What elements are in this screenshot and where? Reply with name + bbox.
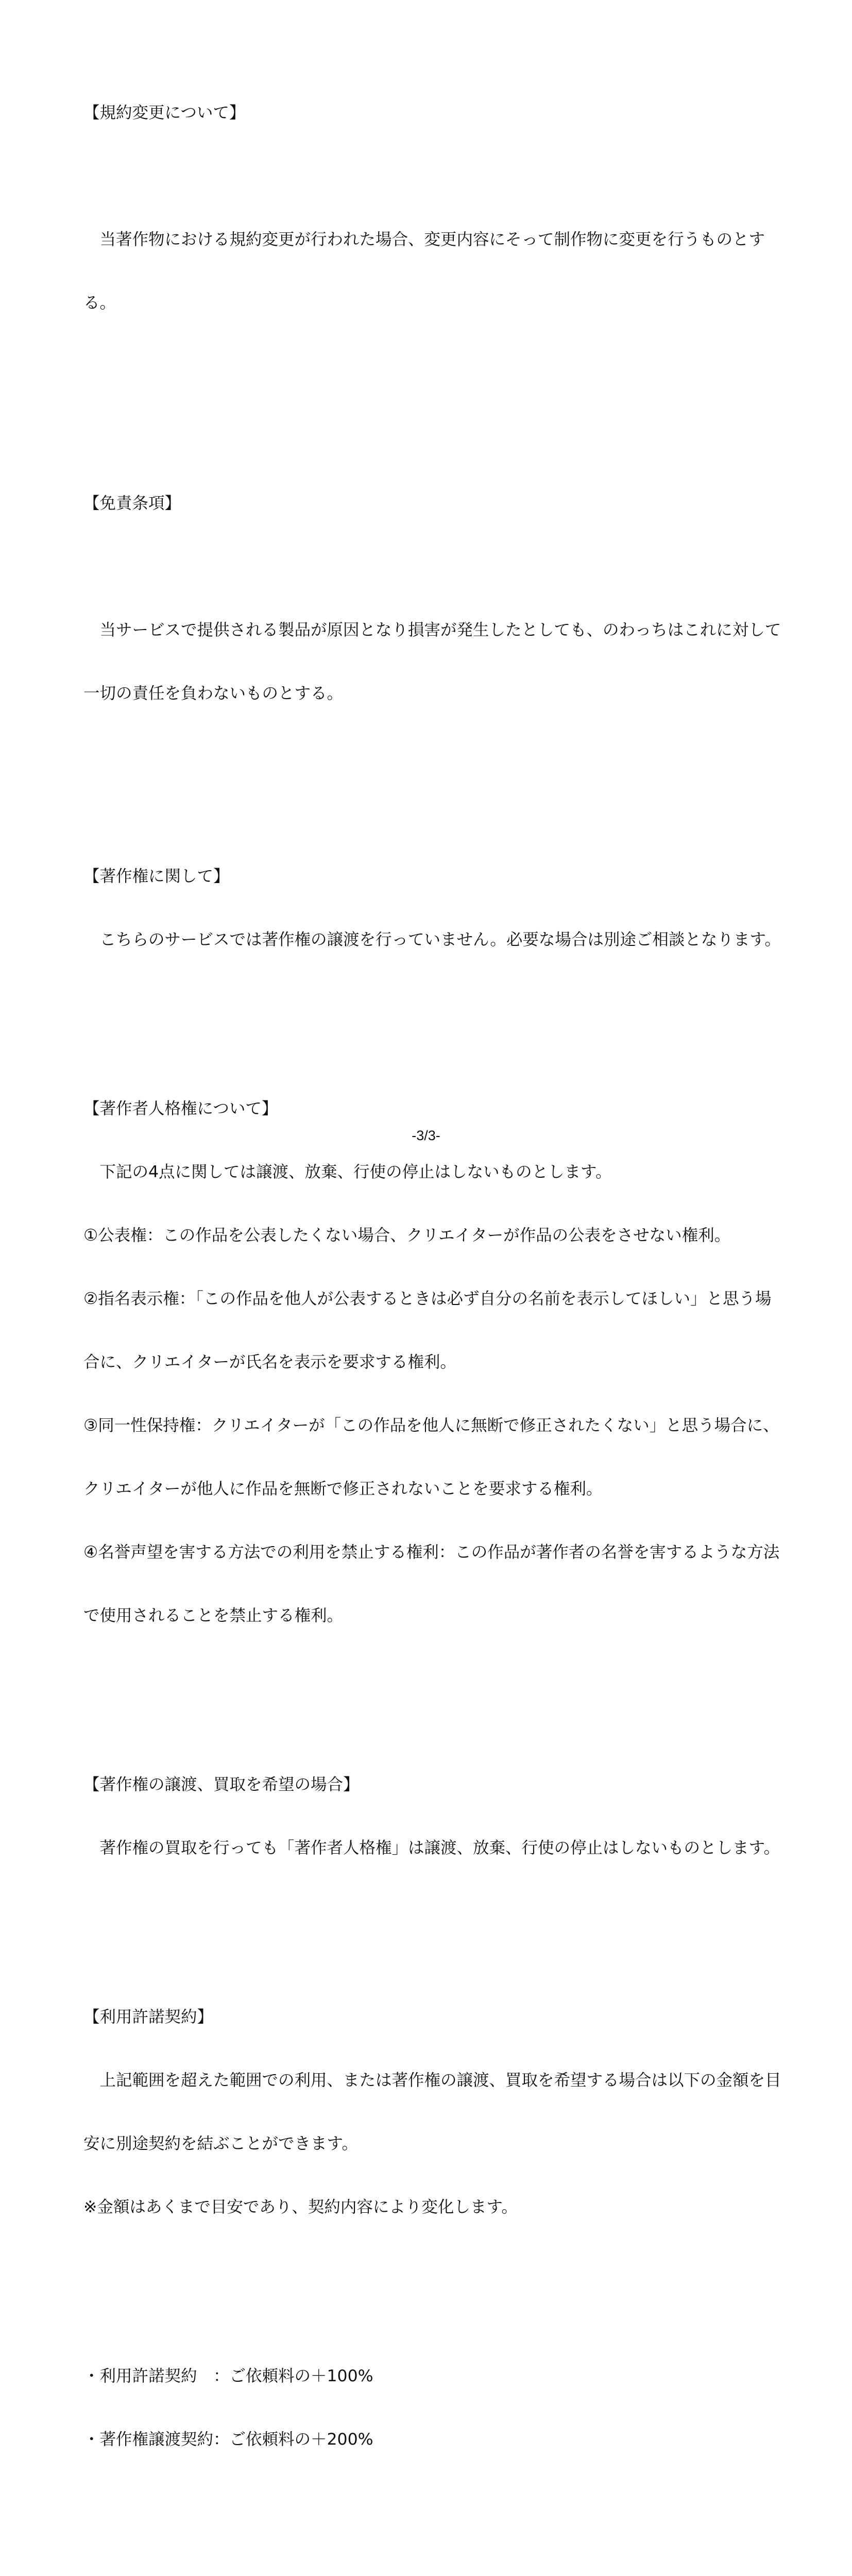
paragraph-line: 上記範囲を超えた範囲での利用、または著作権の譲渡、買取を希望する場合は以下の金額を目 — [83, 2071, 781, 2090]
paragraph-line: 下記の4点に関しては譲渡、放棄、行使の停止はしないものとします。 — [83, 1163, 612, 1181]
section-heading-transfer-purchase: 【著作権の譲渡、買取を希望の場合】 — [83, 1775, 360, 1794]
paragraph-line: 当著作物における規約変更が行われた場合、変更内容にそって制作物に変更を行うものとす — [83, 230, 765, 249]
list-item: ②指名表示権：「この作品を他人が公表するときは必ず自分の名前を表示してほしい」と思う場 — [83, 1290, 772, 1308]
section-spacing — [83, 1922, 769, 1943]
paragraph-line: 一切の責任を負わないものとする。 — [83, 684, 344, 703]
paragraph-line: こちらのサービスでは著作権の譲渡を行っていません。必要な場合は別途ご相談となります。 — [83, 930, 781, 949]
document-body — [83, 60, 781, 2576]
section-heading-copyright: 【著作権に関して】 — [83, 867, 230, 886]
paragraph-spacing — [83, 556, 769, 578]
page-number: -3/3- — [412, 1128, 440, 1143]
list-item: ④名誉声望を害する方法での利用を禁止する権利：この作品が著作者の名誉を害するような方法 — [83, 1543, 780, 1562]
section-spacing — [83, 1690, 769, 1711]
note-line: ※金額はあくまで目安であり、契約内容により変化します。 — [83, 2198, 518, 2216]
section-heading-license-agreement: 【利用許諾契約】 — [83, 2008, 214, 2026]
list-item-continuation: クリエイターが他人に作品を無断で修正されないことを要求する権利。 — [83, 1480, 603, 1498]
list-item: ③同一性保持権：クリエイターが「この作品を他人に無断で修正されたくない」と思う場合に、 — [83, 1416, 779, 1435]
section-heading-terms-change: 【規約変更について】 — [83, 104, 246, 122]
paragraph-line: 当サービスで提供される製品が原因となり損害が発生したとしても、のわっちはこれに対して — [83, 621, 781, 639]
paragraph-line: 安に別途契約を結ぶことができます。 — [83, 2134, 358, 2153]
list-item-continuation: 合に、クリエイターが氏名を表示を要求する権利。 — [83, 1353, 456, 1371]
section-spacing — [83, 768, 769, 803]
section-heading-moral-rights: 【著作者人格権について】 — [83, 1099, 278, 1118]
section-spacing — [83, 377, 769, 430]
price-list-item: ・著作権譲渡契約：ご依頼料の＋200% — [83, 2430, 373, 2449]
section-heading-disclaimer: 【免責条項】 — [83, 494, 181, 513]
paragraph-line: 著作権の買取を行っても「著作者人格権」は譲渡、放棄、行使の停止はしないものとします。 — [83, 1839, 780, 1857]
section-spacing — [83, 1014, 769, 1035]
paragraph-spacing — [83, 166, 769, 187]
section-spacing — [83, 2514, 769, 2556]
section-spacing — [83, 2281, 769, 2302]
paragraph-line: る。 — [83, 294, 116, 312]
list-item: ①公表権：この作品を公表したくない場合、クリエイターが作品の公表をさせない権利。 — [83, 1226, 731, 1245]
list-item-continuation: で使用されることを禁止する権利。 — [83, 1606, 344, 1625]
price-list-item: ・利用許諾契約 ：ご依頼料の＋100% — [83, 2367, 373, 2385]
